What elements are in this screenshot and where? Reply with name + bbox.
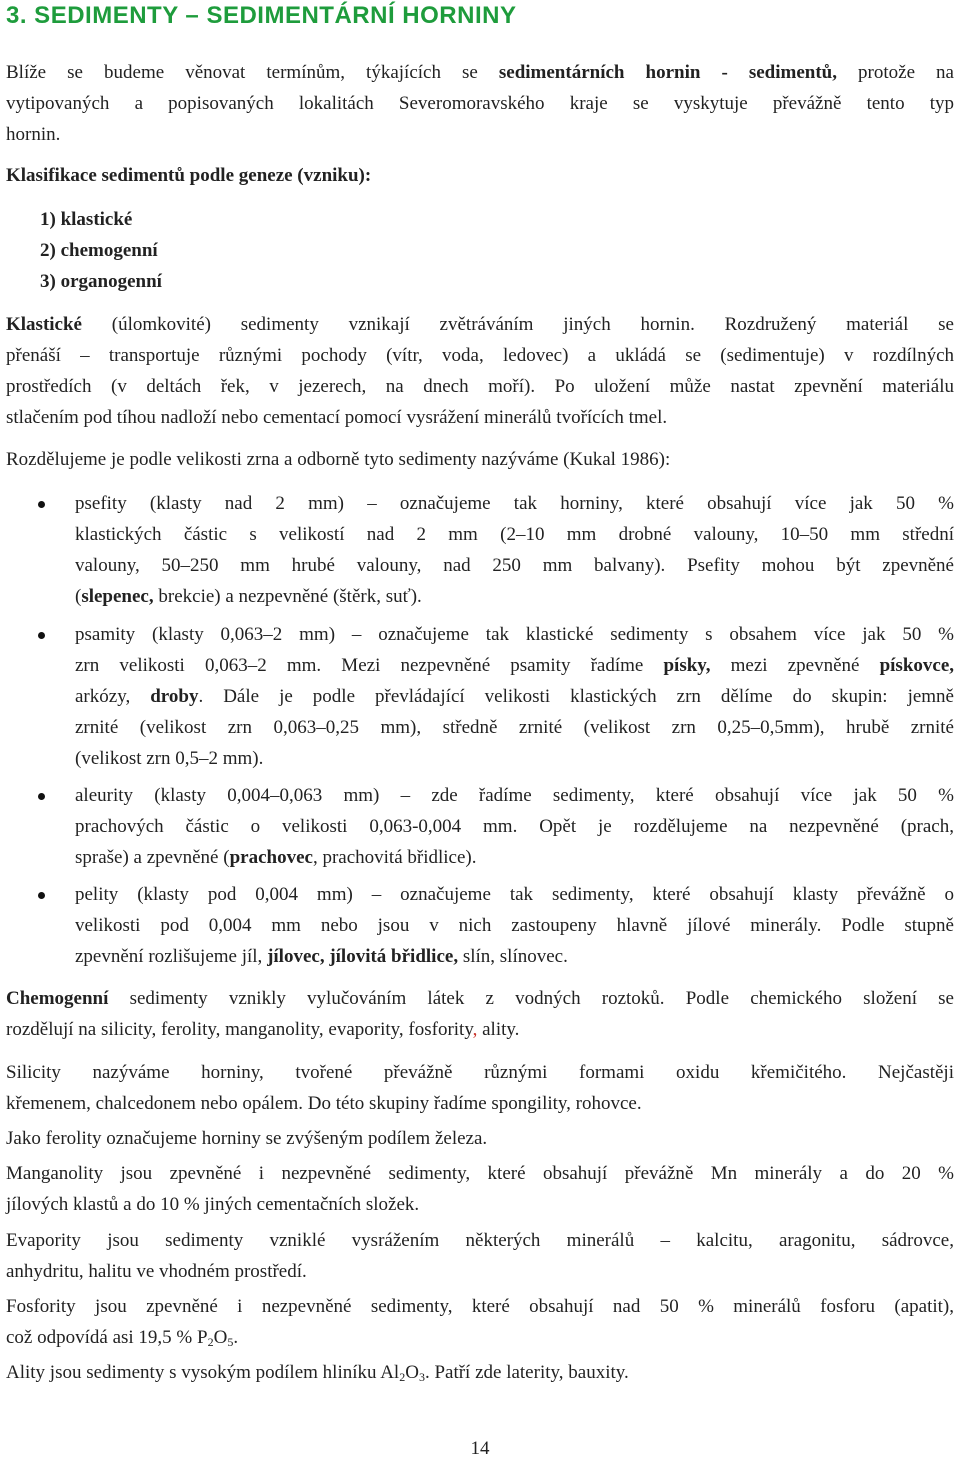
fosfority-text-part: . xyxy=(233,1327,239,1348)
klasticke-line: přenáší – transportuje různými pochody (vítr, voda, ledovec) a ukládá se (sedimentuje) v rozdílných xyxy=(6,345,954,366)
psamity-text-part: arkózy, xyxy=(75,686,151,707)
intro-bold-term: sedimentárních hornin - sedimentů, xyxy=(498,62,837,83)
fosfority-text-part: což odpovídá asi 19,5 % P xyxy=(6,1327,208,1348)
class-item-1: 1) klastické xyxy=(40,209,133,230)
silicity-line: Silicity nazýváme horniny, tvořené převážně různými formami oxidu křemičitého. Nejčastěji xyxy=(6,1062,954,1083)
psamity-bold-term: pískovce, xyxy=(879,655,955,676)
pelity-bold-term: jílovec, jílovitá břidlice, xyxy=(267,946,459,967)
evapority-paragraph xyxy=(6,1225,954,1287)
psefity-text-part: brekcie) a nezpevněné (štěrk, suť). xyxy=(153,586,422,607)
psefity-line: psefity (klasty nad 2 mm) – označujeme tak horniny, které obsahují více jak 50 % xyxy=(75,493,954,514)
bullet-icon xyxy=(38,501,45,508)
division-intro xyxy=(6,444,954,475)
chemogenni-red-comma: , xyxy=(472,1019,478,1040)
pelity-text-part: zpevnění rozlišujeme jíl, xyxy=(75,946,268,967)
chemogenni-text: ality. xyxy=(477,1019,520,1040)
psefity-line: valouny, 50–250 mm hrubé valouny, nad 250 mm balvany). Psefity mohou být zpevněné xyxy=(75,555,954,576)
pelity-text-part: slín, slínovec. xyxy=(458,946,568,967)
psefity-bold-term: slepenec, xyxy=(81,586,154,607)
class-item-3: 3) organogenní xyxy=(40,271,162,292)
aleurity-text-part: , prachovitá břidlice). xyxy=(312,847,477,868)
aleurity-text-part: spraše) a zpevněné ( xyxy=(75,847,230,868)
bullet-icon xyxy=(38,793,45,800)
intro-text: Blíže se budeme věnovat termínům, týkajících se xyxy=(6,62,499,83)
silicity-line: křemenem, chalcedonem nebo opálem. Do této skupiny řadíme spongility, rohovce. xyxy=(6,1093,642,1114)
ality-text-part: O xyxy=(405,1362,419,1383)
classification-title-text: Klasifikace sedimentů podle geneze (vzniku): xyxy=(6,165,372,186)
pelity-text xyxy=(75,879,954,972)
klasticke-line: stlačením pod tíhou nadloží nebo cementací pomocí vysrážení minerálů tvořících tmel. xyxy=(6,407,668,428)
ferolity-line: Jako ferolity označujeme horniny se zvýšeným podílem železa. xyxy=(6,1128,488,1149)
psamity-text-part: . Dále je podle převládající velikosti klastických zrn dělíme do skupin: jemně xyxy=(198,686,954,707)
manganolity-line: jílových klastů a do 10 % jiných cementačních složek. xyxy=(6,1194,420,1215)
bullet-icon xyxy=(38,632,45,639)
fosfority-paragraph xyxy=(6,1291,954,1358)
psamity-line: zrnité (velikost zrn 0,063–0,25 mm), středně zrnité (velikost zrn 0,25–0,5mm), hrubě zrnité xyxy=(75,717,954,738)
psamity-text xyxy=(75,619,954,774)
ality-text-part: Ality jsou sedimenty s vysokým podílem hliníku Al xyxy=(6,1362,400,1383)
chemogenni-text: sedimenty vznikly vylučováním látek z vodných roztoků. Podle chemického složení se xyxy=(108,988,954,1009)
chemogenni-term: Chemogenní xyxy=(6,988,109,1009)
division-intro-text: Rozdělujeme je podle velikosti zrna a odborně tyto sedimenty nazýváme (Kukal 1986): xyxy=(6,449,671,470)
psefity-text xyxy=(75,488,954,612)
fosfority-subscript: 2 xyxy=(207,1335,214,1349)
manganolity-line: Manganolity jsou zpevněné i nezpevněné sedimenty, které obsahují převážně Mn minerály a do 20 % xyxy=(6,1163,954,1184)
class-item-2: 2) chemogenní xyxy=(40,240,158,261)
klasticke-term: Klastické xyxy=(6,314,82,335)
psamity-bold-term: písky, xyxy=(663,655,711,676)
klasticke-line: prostředích (v deltách řek, v jezerech, na dnech moří). Po uložení může nastat zpevnění materiálu xyxy=(6,376,954,397)
aleurity-line: prachových částic o velikosti 0,063-0,004 mm. Opět je rozdělujeme na nezpevněné (prach, xyxy=(75,816,954,837)
intro-paragraph xyxy=(6,57,954,150)
klasticke-paragraph xyxy=(6,309,954,433)
intro-line: vytipovaných a popisovaných lokalitách Severomoravského kraje se vyskytuje převážně tento typ xyxy=(6,93,954,114)
klasticke-text: (úlomkovité) sedimenty vznikají zvětráváním jiných hornin. Rozdružený materiál se xyxy=(82,314,954,335)
psamity-line: (velikost zrn 0,5–2 mm). xyxy=(75,748,264,769)
evapority-line: anhydritu, halitu ve vhodném prostředí. xyxy=(6,1261,307,1282)
ality-subscript: 2 xyxy=(399,1370,406,1384)
fosfority-subscript: 5 xyxy=(227,1335,234,1349)
intro-line: hornin. xyxy=(6,124,61,145)
psefity-text-part: ( xyxy=(75,586,82,607)
silicity-paragraph xyxy=(6,1057,954,1119)
bullet-icon xyxy=(38,892,45,899)
chemogenni-text: rozdělují na silicity, ferolity, manganolity, evapority, fosfority xyxy=(6,1019,473,1040)
psamity-bold-term: droby xyxy=(150,686,199,707)
page-number: 14 xyxy=(470,1438,490,1459)
aleurity-bold-term: prachovec xyxy=(229,847,313,868)
intro-text: protože na xyxy=(837,62,954,83)
ferolity-paragraph xyxy=(6,1123,954,1154)
ality-text-part: . Patří zde laterity, bauxity. xyxy=(424,1362,629,1383)
chemogenni-paragraph xyxy=(6,983,954,1045)
pelity-line: velikosti pod 0,004 mm nebo jsou v nich zastoupeny hlavně jílové minerály. Podle stupně xyxy=(75,915,954,936)
aleurity-text xyxy=(75,780,954,873)
psamity-text-part: zrn velikosti 0,063–2 mm. Mezi nezpevněné psamity řadíme xyxy=(75,655,664,676)
psefity-line: klastických částic s velikostí nad 2 mm (2–10 mm drobné valouny, 10–50 mm střední xyxy=(75,524,954,545)
evapority-line: Evapority jsou sedimenty vzniklé vysrážením některých minerálů – kalcitu, aragonitu, sádrovce, xyxy=(6,1230,954,1251)
psamity-text-part: mezi zpevněné xyxy=(710,655,880,676)
fosfority-text-part: O xyxy=(213,1327,228,1348)
fosfority-line: Fosfority jsou zpevněné i nezpevněné sedimenty, které obsahují nad 50 % minerálů fosforu (apatit), xyxy=(6,1296,954,1317)
ality-paragraph xyxy=(6,1357,954,1393)
ality-subscript: 3 xyxy=(418,1370,425,1384)
pelity-line: pelity (klasty pod 0,004 mm) – označujeme tak sedimenty, které obsahují klasty převážně o xyxy=(75,884,954,905)
classification-title xyxy=(6,160,954,191)
manganolity-paragraph xyxy=(6,1158,954,1220)
chapter-heading: 3. SEDIMENTY – SEDIMENTÁRNÍ HORNINY xyxy=(6,2,517,29)
psamity-line: psamity (klasty 0,063–2 mm) – označujeme tak klastické sedimenty s obsahem více jak 50 % xyxy=(75,624,954,645)
aleurity-line: aleurity (klasty 0,004–0,063 mm) – zde řadíme sedimenty, které obsahují více jak 50 % xyxy=(75,785,954,806)
